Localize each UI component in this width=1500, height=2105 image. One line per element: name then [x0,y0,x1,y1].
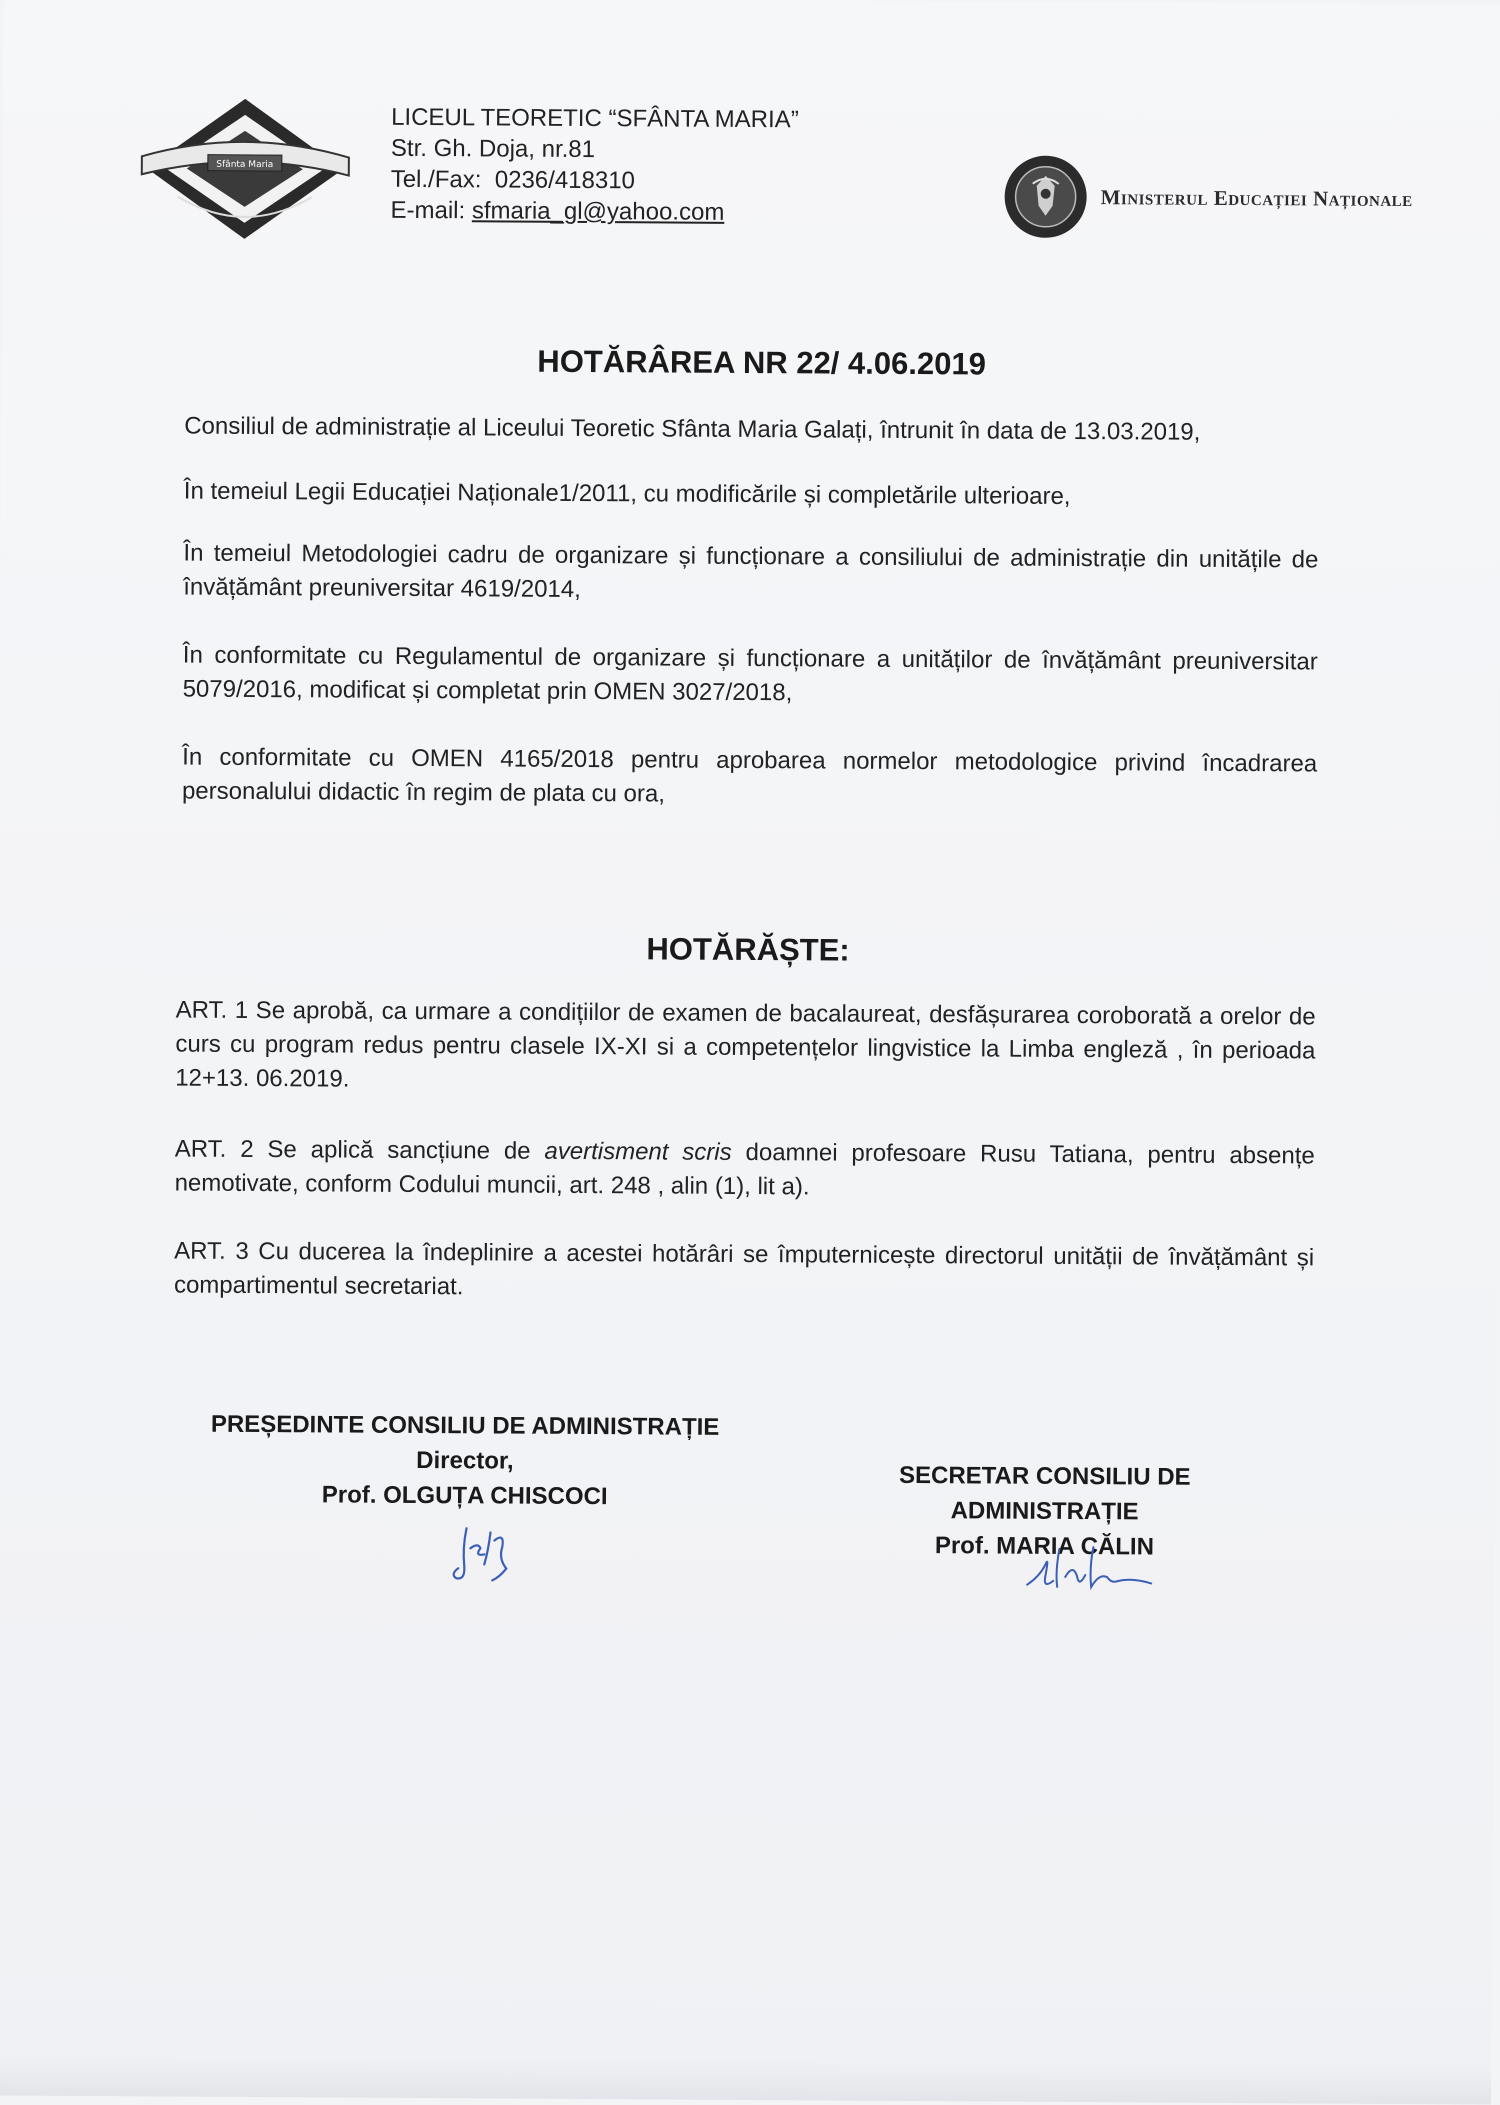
decision-heading: HOTĂRĂȘTE: [646,931,850,968]
school-phone [391,164,799,197]
president-handwritten-signature [444,1518,524,1588]
preamble-paragraph: În temeiul Legii Educației Naționale1/2011, cu modificările și completările ulterioare, [183,477,1071,510]
scan-edge-shadow [0,2055,1491,2104]
preamble-paragraph: În conformitate cu Regulamentul de organizare și funcționare a unităților de învățământ preuniversitar 5079/2016, modificat și completat prin OMEN 3027/2018, [182,641,1318,707]
secretary-handwritten-signature [1019,1537,1159,1598]
article-2-text-end: doamnei profesoare Rusu Tatiana, pentru absențe nemotivate, conform Codului muncii, art. 248 , alin (1), lit a). [174,1138,1315,1201]
school-name: LICEUL TEORETIC “SFÂNTA MARIA” [391,103,799,134]
article-3: ART. 3 Cu ducerea la îndeplinire a acestei hotărâri se împuternicește directorul unității de învățământ și compartimentul secretariat. [173,1237,1315,1301]
school-address: Str. Gh. Doja, nr.81 [390,134,596,164]
president-position: Director, [416,1446,514,1475]
article-2 [175,1132,1315,1207]
email-link[interactable]: sfmaria_gl@yahoo.com [471,197,725,226]
president-name: Prof. OLGUȚA CHISCOCI [321,1481,608,1511]
document-title: HOTĂRÂREA NR 22/ 4.06.2019 [537,343,987,382]
school-info [390,102,798,228]
article-2-sanction: avertisment scris [544,1137,732,1166]
president-role: PREȘEDINTE CONSILIU DE ADMINISTRAȚIE [210,1410,720,1441]
school-email [390,195,798,228]
logo-text: Sfânta Maria [216,159,274,171]
secretary-role: SECRETAR CONSILIU DE ADMINISTRAȚIE [898,1461,1191,1526]
article-2-text: ART. 2 Se aplică sancțiune de [174,1135,545,1165]
school-logo-icon [137,96,353,242]
preamble-paragraph: În conformitate cu OMEN 4165/2018 pentru aprobarea normelor metodologice privind încadrarea personalului didactic în regim de plata cu ora, [181,743,1318,808]
preamble-paragraph: Consiliul de administrație al Liceului Teoretic Sfânta Maria Galați, întrunit în data de 13.03.2019, [184,412,1201,446]
preamble-paragraph: În temeiul Metodologiei cadru de organizare și funcționare a consiliului de administrație din unitățile de învățământ preuniversitar 4619/2014, [183,539,1319,603]
ministry-header [1002,154,1413,243]
article-1: ART. 1 Se aprobă, ca urmare a condițiilor de examen de bacalaureat, desfășurarea coroborată a orelor de curs cu program redus pentru clasele IX-XI si a competențelor lingvistice la Limba engleză , în perioada 12+13. 06.2019. [175,996,1316,1093]
ministry-seal-icon [1002,154,1089,241]
secretary-name: Prof. MARIA CĂLIN [934,1532,1155,1561]
email-label: E-mail: [390,196,466,225]
president-signature-block [185,1407,746,1515]
ministry-name: Ministerul Educației Naționale [1100,184,1413,211]
phone-label: Tel./Fax: [390,165,482,194]
phone-value: 0236/418310 [494,166,636,195]
